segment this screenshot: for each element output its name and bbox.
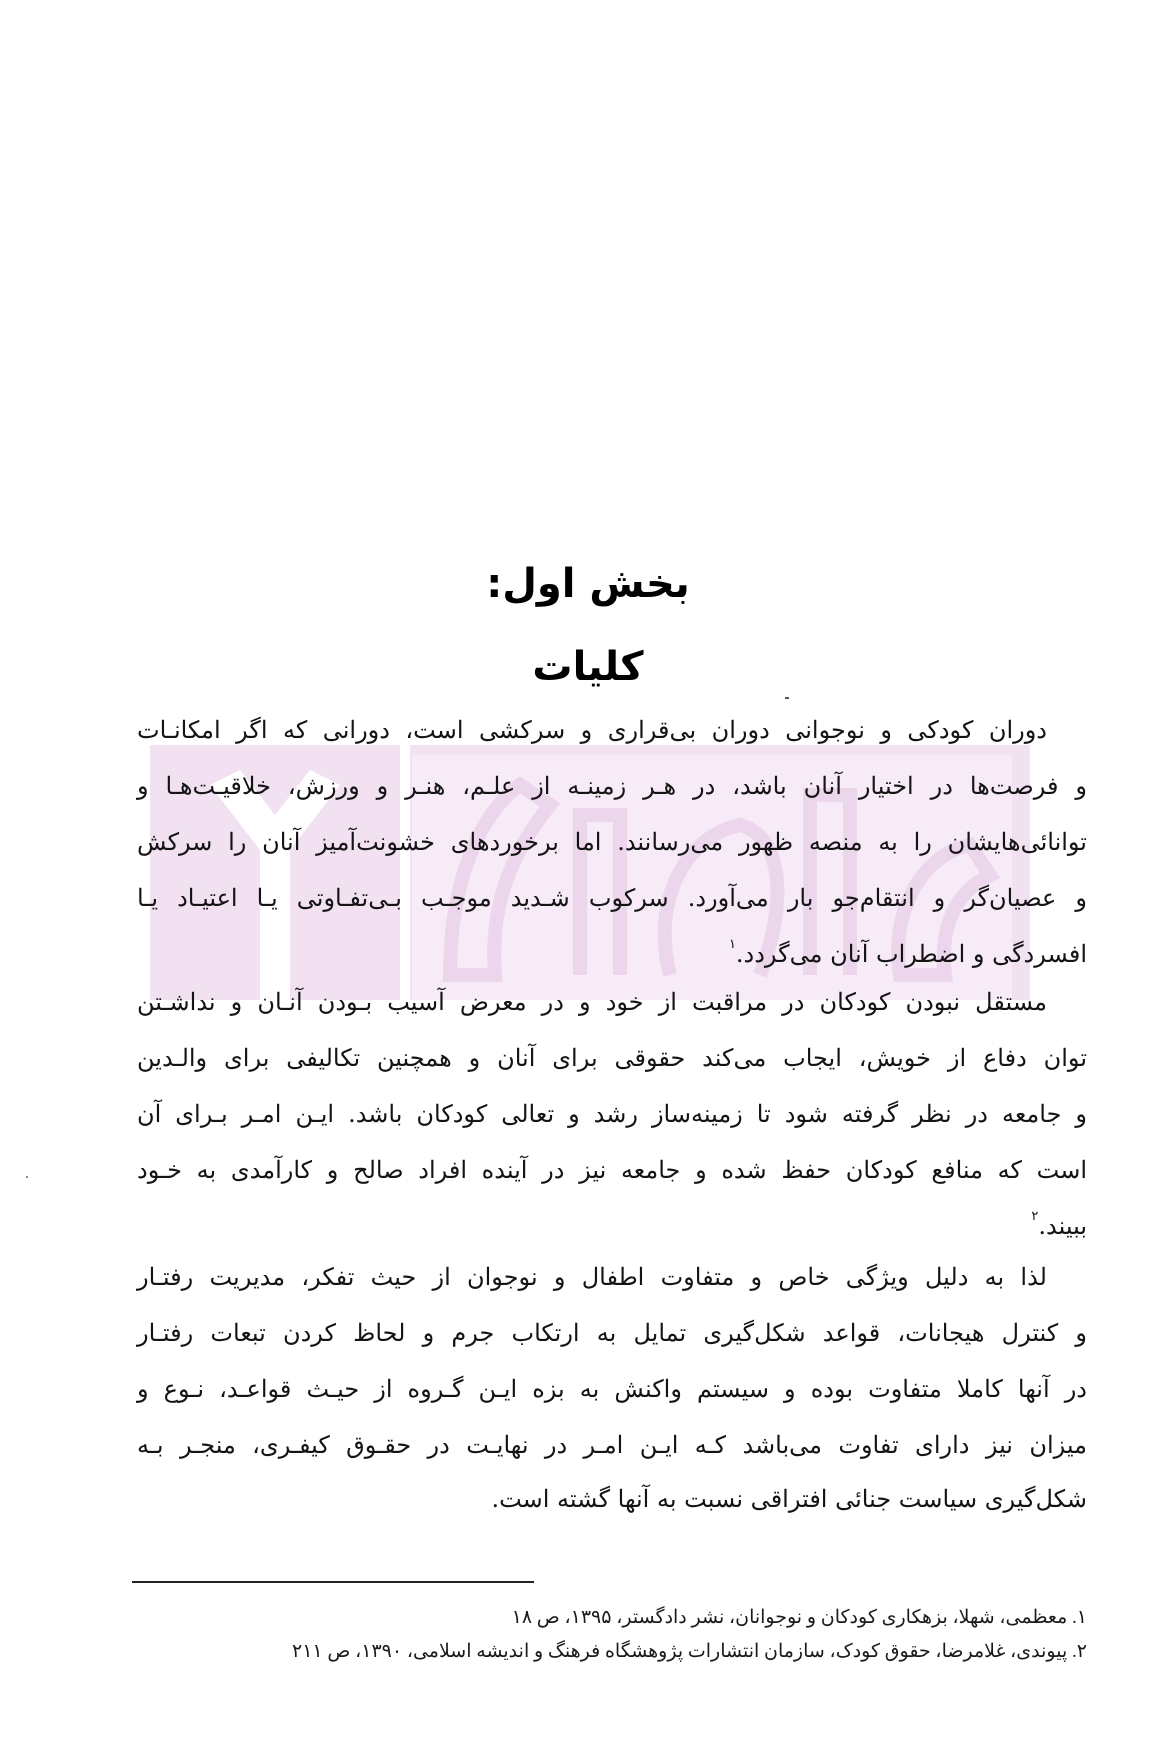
footnote-2: ۲. پیوندی، غلامرضا، حقوق کودک، سازمان انتشارات پژوهشگاه فرهنگ و اندیشه اسلامی، ۱۳۹۰، ص ۲۱۱ [292,1641,1087,1662]
chapter-title: کلیات [532,644,644,691]
footnote-separator [132,1581,534,1583]
paragraph-line: دوران کودکی و نوجوانی دوران بی‌قراری و سرکشی است، دورانی که اگر امکانـات [137,716,1047,744]
part-title: بخش اول: [486,560,690,607]
paragraph-line: و فرصت‌ها در اختیار آنان باشد، در هـر زمینـه از علـم، هنـر و ورزش، خلاقیـت‌هـا و [137,772,1087,800]
paragraph-last-line: شکل‌گیری سیاست جنائی افتراقی نسبت به آنها گشته است. [491,1485,1087,1513]
paragraph-line: در آنها کاملا متفاوت بوده و سیستم واکنش به بزه ایـن گـروه از حیـث قواعـد، نـوع و [137,1375,1087,1403]
paragraph-line: و کنترل هیجانات، قواعد شکل‌گیری تمایل به ارتکاب جرم و لحاظ کردن تبعات رفتـار [137,1319,1087,1347]
margin-speck [26,1176,28,1178]
paragraph-line-text: افسردگی و اضطراب آنان می‌گردد. [735,940,1087,968]
paragraph-line: است که منافع کودکان حفظ شده و جامعه نیز در آینده افراد صالح و کارآمدی به خـود [137,1156,1087,1184]
paragraph-line: توانائی‌هایشان را به منصه ظهور می‌رسانند. اما برخوردهای خشونت‌آمیز آنان را سرکش [137,828,1087,856]
paragraph-line-text: ببیند. [1038,1212,1087,1240]
paragraph-line: توان دفاع از خویش، ایجاب می‌کند حقوقی برای آنان و همچنین تکالیفی برای والـدین [137,1044,1087,1072]
print-speck [785,697,789,699]
paragraph-line: مستقل نبودن کودکان در مراقبت از خود و در معرض آسیب بـودن آنـان و نداشـتن [137,988,1047,1016]
paragraph-line: لذا به دلیل ویژگی خاص و متفاوت اطفال و نوجوان از حیث تفکر، مدیریت رفتـار [137,1263,1047,1291]
footnote-1: ۱. معظمی، شهلا، بزهکاری کودکان و نوجوانان، نشر دادگستر، ۱۳۹۵، ص ۱۸ [511,1607,1087,1628]
paragraph-line: و جامعه در نظر گرفته شود تا زمینه‌ساز رشد و تعالی کودکان باشد. ایـن امـر بـرای آن [137,1100,1087,1128]
paragraph-last-line [137,1198,1087,1254]
paragraph-line: و عصیان‌گر و انتقام‌جو بار می‌آورد. سرکوب شـدید موجـب بـی‌تفـاوتی یـا اعتیـاد یـا [137,884,1087,912]
paragraph-line: میزان نیز دارای تفاوت می‌باشد کـه ایـن امـر در نهایـت در حقـوق کیفـری، منجـر بـه [137,1431,1087,1459]
footnote-ref-1[interactable]: ۱ [728,937,736,952]
footnote-ref-2[interactable]: ۲ [1031,1209,1039,1224]
